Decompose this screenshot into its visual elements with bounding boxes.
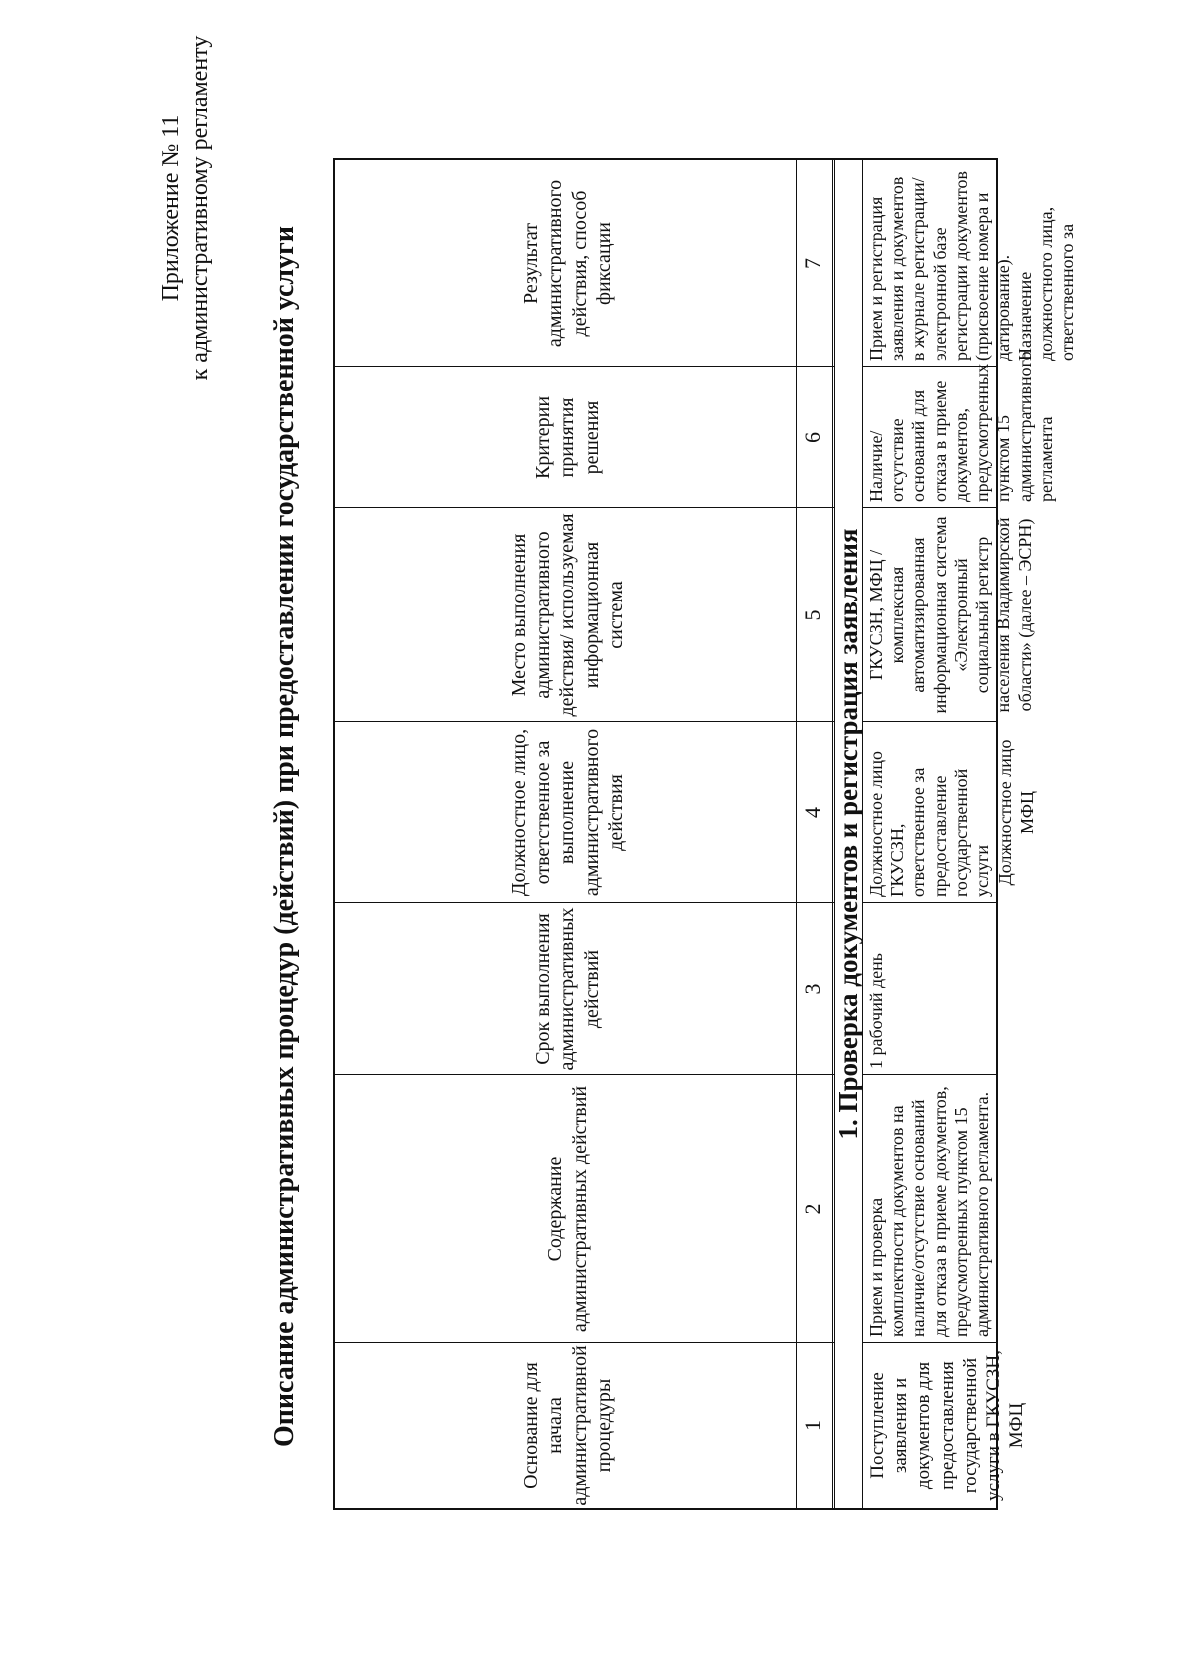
official-mfc: Должностное лицо МФЦ: [995, 739, 1037, 886]
column-number: 3: [800, 983, 825, 995]
column-number: 7: [800, 258, 825, 269]
cell-criteria: Наличие/отсутствие оснований для отказа в приеме документов, предусмотренных пунктом 15 административного регламента: [866, 351, 1056, 502]
header-basis: Основание для начала административной процедуры: [519, 1345, 615, 1506]
cell-term: 1 рабочий день: [866, 953, 886, 1069]
header-official: Должностное лицо, ответственное за выполнение административного действия: [507, 728, 628, 897]
annex-number: Приложение № 11: [158, 114, 184, 302]
section-title: 1. Проверка документов и регистрация заявления: [833, 528, 863, 1140]
header-criteria: Критерии принятия решения: [531, 395, 603, 480]
annex-reference: к административному регламенту: [187, 35, 213, 381]
cell-basis: Поступление заявления и документов для предоставления государственной услуги в ГКУСЗН, МФЦ: [867, 1350, 1028, 1501]
document-title: Описание административных процедур (действий) при предоставлении государственной услуги: [269, 226, 300, 1447]
cell-place: ГКУСЗН, МФЦ / комплексная автоматизированная информационная система «Электронный социальный регистр населения Владимирской области» (далее – ЭСРН): [866, 516, 1035, 714]
official-gkuszn: Должностное лицо ГКУСЗН, ответственное за предоставление государственной услуги: [866, 751, 993, 897]
column-number: 6: [800, 432, 825, 443]
header-place: Место выполнения административного действия/ используемая информационная система: [507, 513, 628, 717]
cell-result: Прием и регистрация заявления и документов в журнале регистрации/электронной базе регистрации документов (присвоение номера и датирование). Назначение должностного лица, ответственного за: [866, 170, 1078, 361]
cell-official: [862, 722, 1037, 903]
column-number: 4: [800, 807, 825, 818]
cell-content: Прием и проверка комплектности документов на наличие/отсутствие оснований для отказа в приеме документов, предусмотренных пунктом 15 административного регламента.: [866, 1086, 993, 1337]
header-term: Срок выполнения административных действий: [531, 907, 603, 1071]
column-number: 5: [800, 609, 825, 621]
header-content: Содержание административных действий: [544, 1085, 591, 1333]
procedures-table: [333, 158, 1078, 1510]
header-result: Результат административного действия, способ фиксации: [519, 179, 615, 348]
column-number: 1: [800, 1420, 825, 1431]
column-number: 2: [800, 1203, 825, 1215]
